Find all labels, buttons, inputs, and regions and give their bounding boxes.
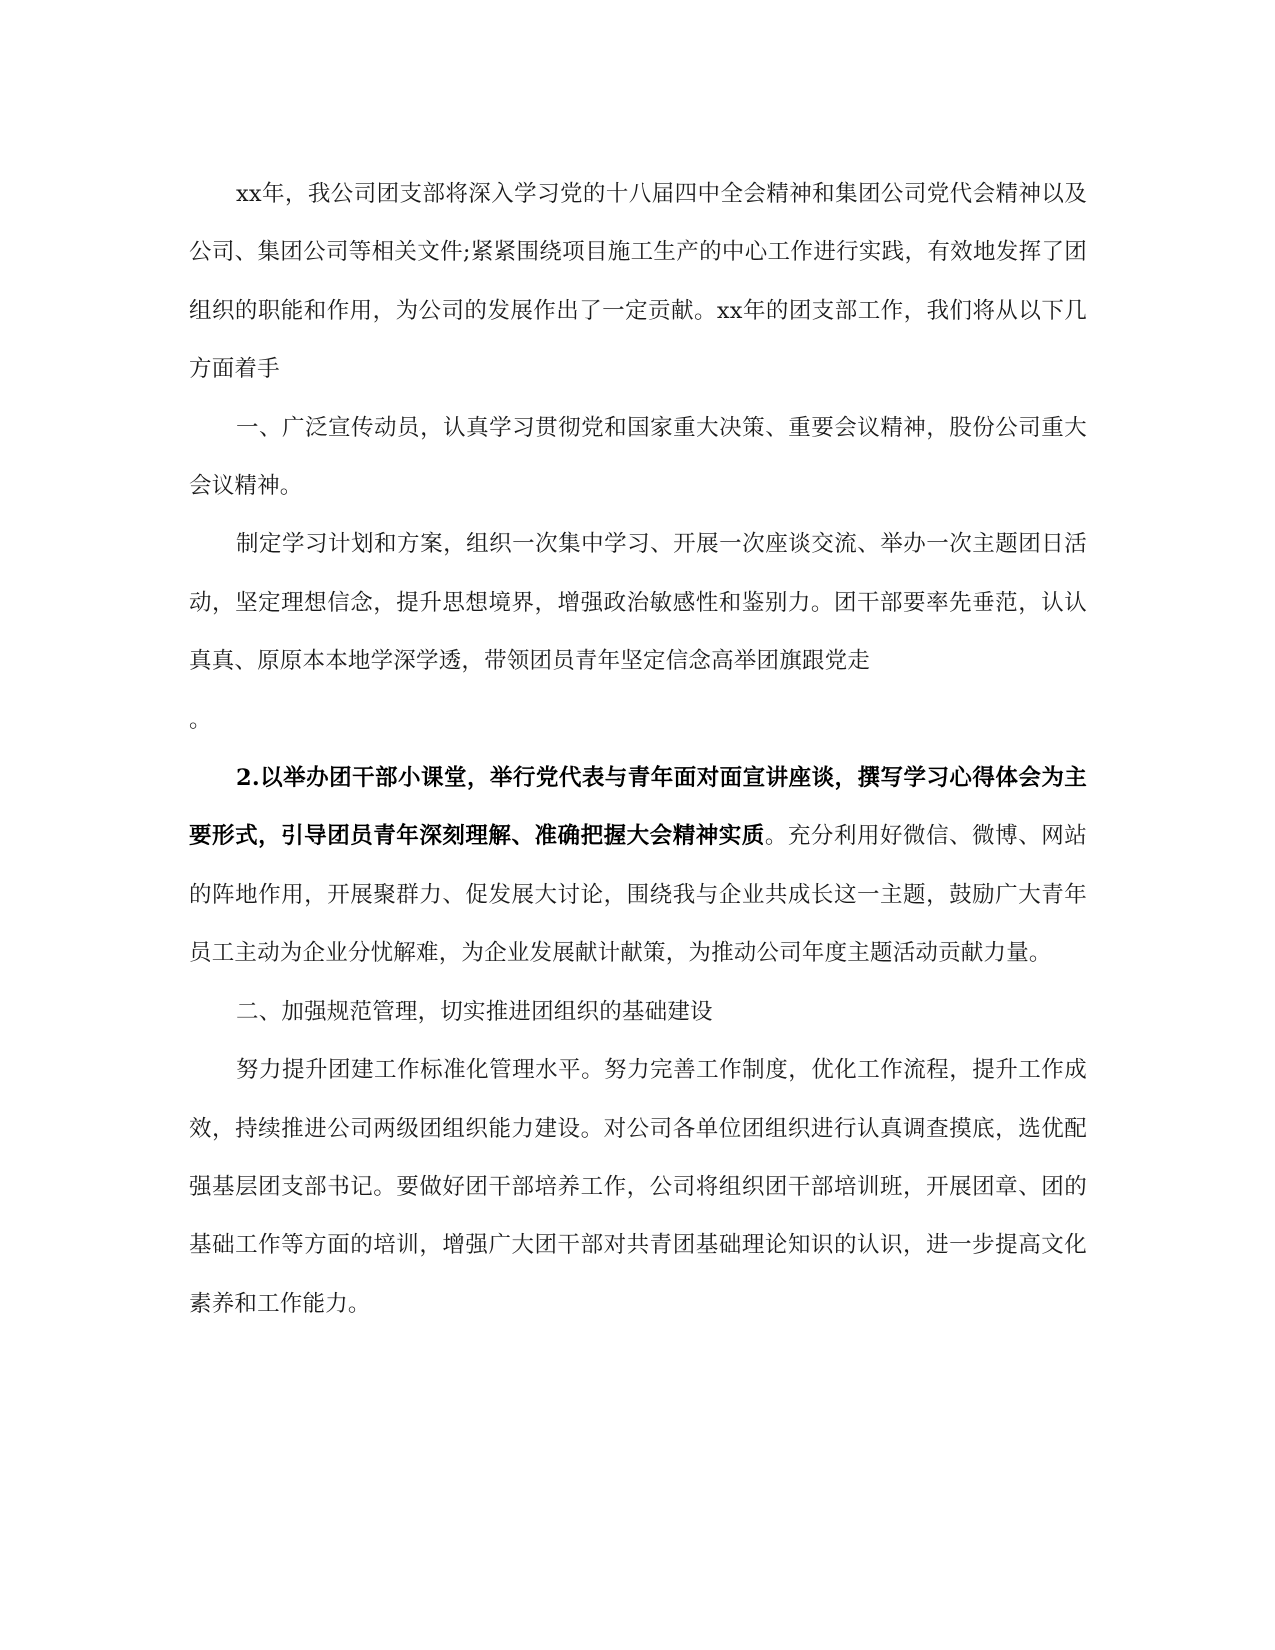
document-body xyxy=(189,165,1087,1333)
section-2-heading: 二、加强规范管理，切实推进团组织的基础建设 xyxy=(236,998,713,1025)
item-2-bold-lead: 2.以举办团干部小课堂，举行党代表与青年面对面宣讲座谈，撰写学习心得体会为主要形式，引导团员青年深刻理解、准确把握大会精神实质 xyxy=(189,765,1087,850)
section-1-heading: 一、广泛宣传动员，认真学习贯彻党和国家重大决策、重要会议精神，股份公司重大会议精神。 xyxy=(189,414,1087,500)
intro-paragraph: xx年，我公司团支部将深入学习党的十八届四中全会精神和集团公司党代会精神以及公司、集团公司等相关文件;紧紧围绕项目施工生产的中心工作进行实践，有效地发挥了团组织的职能和作用，为公司的发展作出了一定贡献。xx年的团支部工作，我们将从以下几方面着手 xyxy=(189,181,1087,383)
section-2-body: 努力提升团建工作标准化管理水平。努力完善工作制度，优化工作流程，提升工作成效，持续推进公司两级团组织能力建设。对公司各单位团组织进行认真调查摸底，选优配强基层团支部书记。要做好团干部培养工作，公司将组织团干部培训班，开展团章、团的基础工作等方面的培训，增强广大团干部对共青团基础理论知识的认识，进一步提高文化素养和工作能力。 xyxy=(189,1057,1087,1317)
item-2-body: 。充分利用好微信、微博、网站的阵地作用，开展聚群力、促发展大讨论，围绕我与企业共成长这一主题，鼓励广大青年员工主动为企业分忧解难，为企业发展献计献策，为推动公司年度主题活动贡献力量。 xyxy=(189,823,1087,967)
section-1-trailing-mark: 。 xyxy=(189,706,212,733)
item-2-paragraph xyxy=(189,749,1087,983)
section-1-body: 制定学习计划和方案，组织一次集中学习、开展一次座谈交流、举办一次主题团日活动，坚定理想信念，提升思想境界，增强政治敏感性和鉴别力。团干部要率先垂范，认认真真、原原本本地学深学透，带领团员青年坚定信念高举团旗跟党走 xyxy=(189,531,1087,675)
